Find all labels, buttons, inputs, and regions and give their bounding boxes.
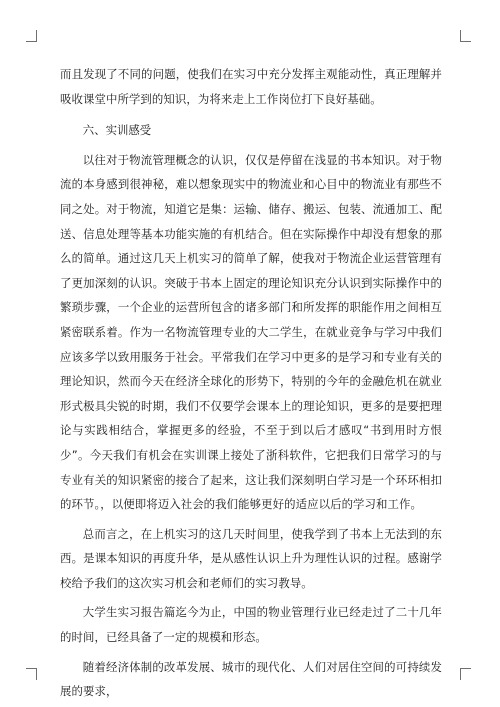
crop-mark-top-left xyxy=(26,30,37,42)
document-body xyxy=(60,62,442,704)
crop-mark-top-right xyxy=(460,30,471,42)
paragraph-economic-reform: 随着经济体制的改革发展、城市的现代化、人们对居住空间的可持续发展的要求， xyxy=(60,659,442,699)
paragraph-training-reflection: 以往对于物流管理概念的认识，仅仅是停留在浅显的书本知识。对于物流的本身感到很神秘，难以想象现实中的物流业和心目中的物流业有那些不同之处。对于物流，知道它是集：运输、储存、搬运、包装、流通加工、配送、信息处理等基本功能实施的有机结合。但在实际操作中却没有想象的那么的简单。通过这几天上机实习的简单了解，使我对于物流企业运营管理有了更加深刻的认识。突破于书本上固定的理论知识充分认识到实际操作中的繁琐步骤，一个企业的运营所包含的诸多部门和所发挥的职能作用之间相互紧密联系着。作为一名物流管理专业的大二学生，在就业竞争与学习中我们应该多学以致用服务于社会。平常我们在学习中更多的是学习和专业有关的理论知识，然而今天在经济全球化的形势下，特别的今年的金融危机在就业形式极具尖锐的时期，我们不仅要学会课本上的理论知识，更多的是要把理论与实践相结合，掌握更多的经验，不至于到以后才感叹“书到用时方恨少”。今天我们有机会在实训课上接处了浙科软件，它把我们日常学习的与专业有关的知识紧密的接合了起来，这让我们深刻明白学习是一个环环相扣的环节。，以便即将迈入社会的我们能够更好的适应以后的学习和工作。 xyxy=(60,152,442,512)
paragraph-internship-report-intro: 大学生实习报告篇迄今为止，中国的物业管理行业已经走过了二十几年的时间，已经具备了一定的规模和形态。 xyxy=(60,605,442,645)
section-heading: 六、实训感受 xyxy=(82,123,152,138)
paragraph-summary: 总而言之，在上机实习的这几天时间里，使我学到了书本上无法到的东西。是课本知识的再度升华，是从感性认识上升为理性认识的过程。感谢学校给予我们的这次实习机会和老师们的实习教导。 xyxy=(60,526,442,590)
crop-mark-bottom-right xyxy=(460,668,471,680)
opening-paragraph: 而且发现了不同的问题，使我们在实习中充分发挥主观能动性，真正理解并吸收课堂中所学到的知识，为将来走上工作岗位打下良好基础。 xyxy=(60,67,442,106)
crop-mark-bottom-left xyxy=(26,668,37,680)
